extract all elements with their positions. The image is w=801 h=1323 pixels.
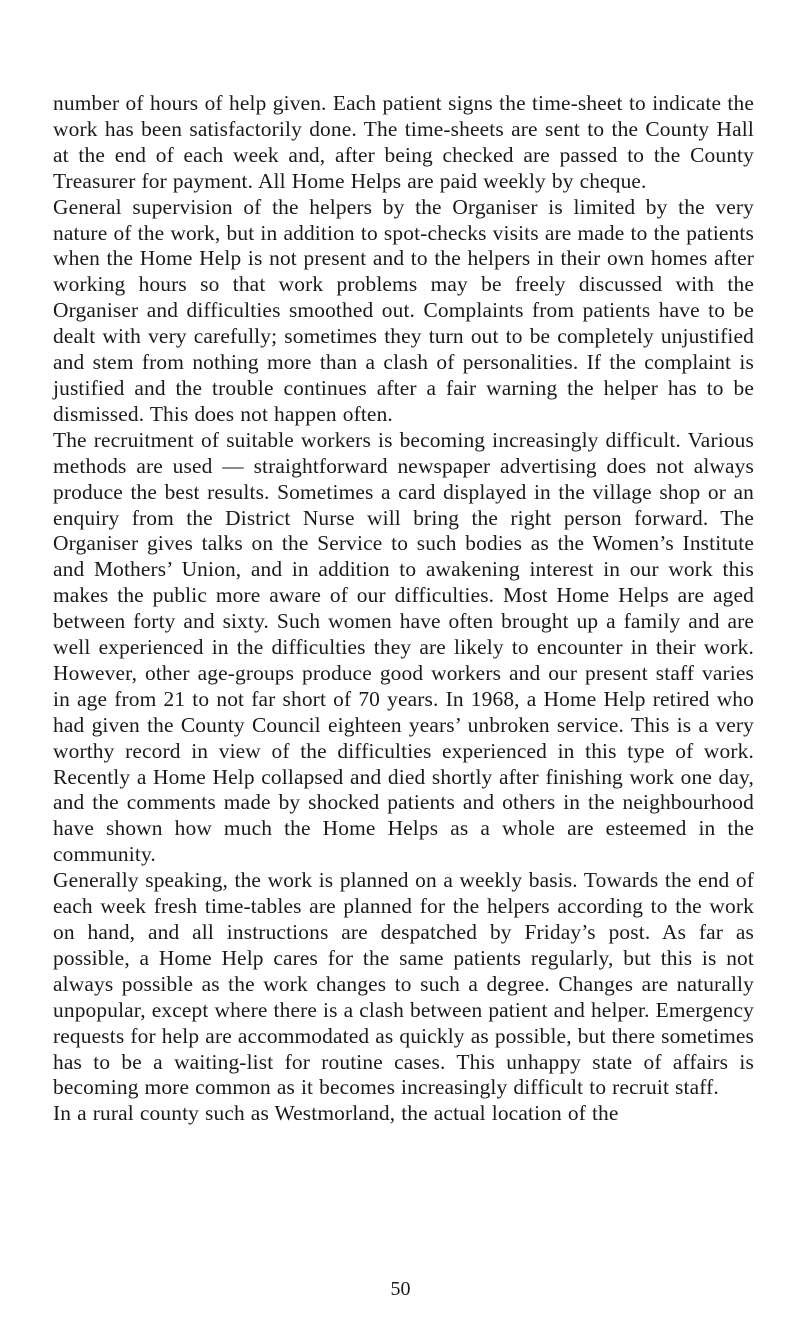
- paragraph-recruitment: The recruitment of suitable workers is becoming increasingly difficult. Various methods are used — straightforward newspaper advertising does not always produce the best results. Sometimes a card displayed in the village shop or an enquiry from the District Nurse will bring the right person forward. The Organiser gives talks on the Service to such bodies as the Women’s Institute and Mothers’ Union, and in addition to awakening interest in our work this makes the public more aware of our difficulties. Most Home Helps are aged between forty and sixty. Such women have often brought up a family and are well experienced in the difficulties they are likely to encounter in their work. However, other age-groups produce good workers and our present staff varies in age from 21 to not far short of 70 years. In 1968, a Home Help retired who had given the County Council eighteen years’ unbroken service. This is a very worthy record in view of the difficulties experienced in this type of work. Recently a Home Help collapsed and died shortly after finishing work one day, and the comments made by shocked patients and others in the neighbourhood have shown how much the Home Helps as a whole are esteemed in the community.: [53, 427, 754, 867]
- paragraph-rural-county: In a rural county such as Westmorland, the actual location of the: [53, 1101, 619, 1126]
- paragraph-time-sheets: number of hours of help given. Each patient signs the time-sheet to indicate the work has been satisfactorily done. The time-sheets are sent to the County Hall at the end of each week and, after being checked are passed to the County Treasurer for payment. All Home Helps are paid weekly by cheque.: [53, 91, 754, 193]
- paragraph-weekly-planning: Generally speaking, the work is planned on a weekly basis. Towards the end of each week fresh time-tables are planned for the helpers according to the work on hand, and all instructions are despatched by Friday’s post. As far as possible, a Home Help cares for the same patients regularly, but this is not always possible as the work changes to such a degree. Changes are naturally unpopular, except where there is a clash between patient and helper. Emergency requests for help are accommodated as quickly as possible, but there sometimes has to be a waiting-list for routine cases. This unhappy state of affairs is becoming more common as it becomes increasingly difficult to recruit staff.: [53, 868, 754, 1100]
- paragraph-supervision: General supervision of the helpers by the Organiser is limited by the very nature of the work, but in addition to spot-checks visits are made to the patients when the Home Help is not present and to the helpers in their own homes after working hours so that work problems may be freely discussed with the Organiser and difficulties smoothed out. Complaints from patients have to be dealt with very carefully; sometimes they turn out to be completely unjustified and stem from nothing more than a clash of personalities. If the complaint is justified and the trouble continues after a fair warning the helper has to be dismissed. This does not happen often.: [53, 194, 754, 426]
- body-text: [53, 91, 754, 1127]
- page-number: 50: [390, 1278, 411, 1300]
